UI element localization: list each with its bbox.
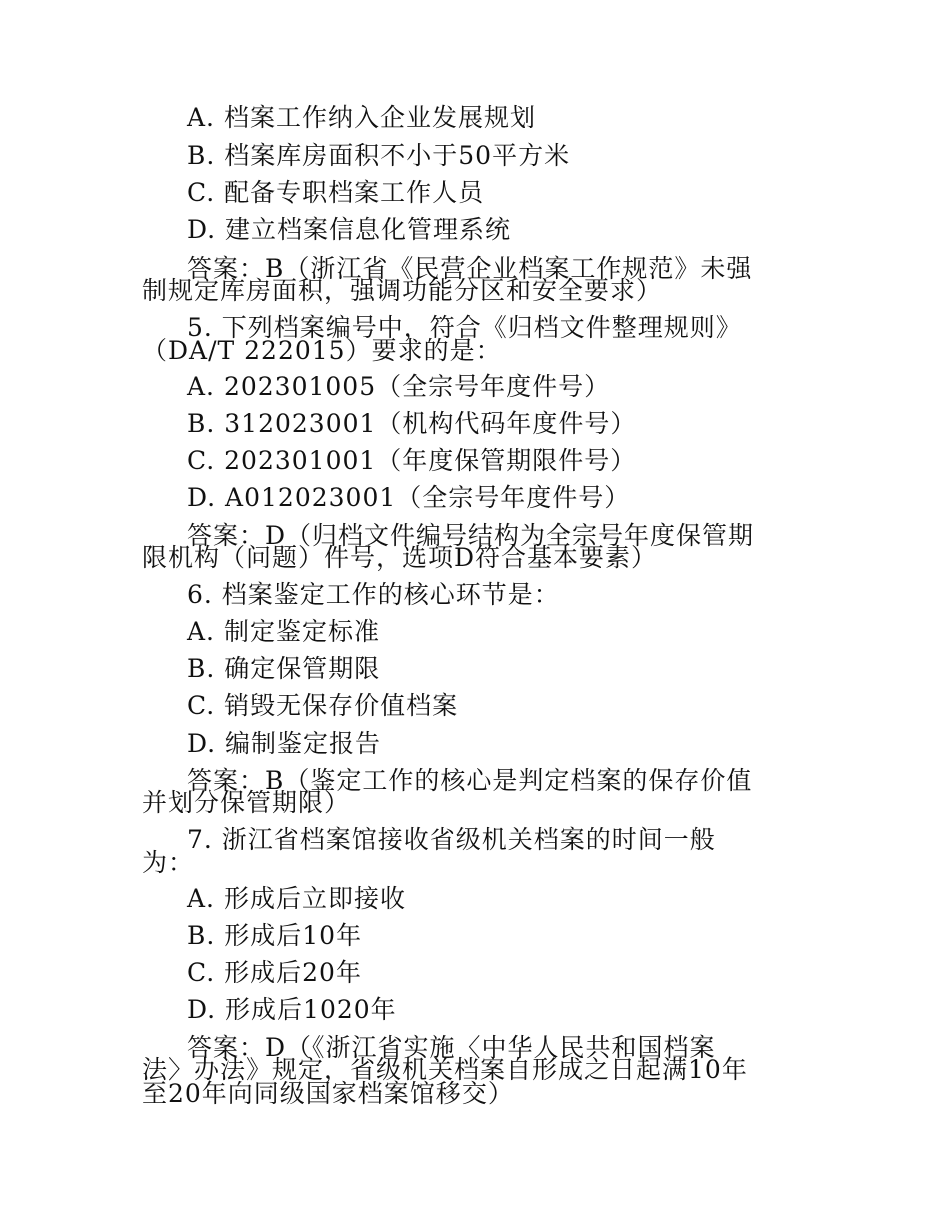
option-line: D. A012023001（全宗号年度件号） bbox=[187, 483, 631, 512]
option-line: B. 312023001（机构代码年度件号） bbox=[187, 409, 637, 438]
answer-line: 制规定库房面积，强调功能分区和安全要求） bbox=[142, 276, 663, 305]
answer-line: 法〉办法》规定，省级机关档案自形成之日起满10年 bbox=[142, 1055, 748, 1084]
option-line: C. 202301001（年度保管期限件号） bbox=[187, 446, 637, 475]
answer-line: 并划分保管期限） bbox=[142, 788, 351, 817]
answer-line: 答案：D（归档文件编号结构为全宗号年度保管期 bbox=[187, 521, 755, 550]
option-line: D. 形成后1020年 bbox=[187, 995, 397, 1024]
question-line: 5. 下列档案编号中，符合《归档文件整理规则》 bbox=[187, 313, 742, 342]
option-line: B. 形成后10年 bbox=[187, 921, 363, 950]
question-line: 为： bbox=[142, 848, 195, 877]
option-line: D. 建立档案信息化管理系统 bbox=[187, 215, 512, 244]
answer-line: 答案：B（浙江省《民营企业档案工作规范》未强 bbox=[187, 254, 753, 283]
question-line: 6. 档案鉴定工作的核心环节是： bbox=[187, 580, 560, 609]
option-line: C. 配备专职档案工作人员 bbox=[187, 178, 485, 207]
option-line: B. 档案库房面积不小于50平方米 bbox=[187, 141, 571, 170]
option-line: C. 销毁无保存价值档案 bbox=[187, 691, 459, 720]
option-line: B. 确定保管期限 bbox=[187, 654, 381, 683]
option-line: D. 编制鉴定报告 bbox=[187, 729, 382, 758]
question-line: 7. 浙江省档案馆接收省级机关档案的时间一般 bbox=[187, 825, 716, 854]
option-line: A. 制定鉴定标准 bbox=[187, 617, 380, 646]
option-line: C. 形成后20年 bbox=[187, 958, 362, 987]
option-line: A. 202301005（全宗号年度件号） bbox=[187, 372, 611, 401]
option-line: A. 档案工作纳入企业发展规划 bbox=[187, 103, 536, 132]
answer-line: 答案：D（《浙江省实施〈中华人民共和国档案 bbox=[187, 1033, 716, 1062]
question-line: （DA/T 222015）要求的是： bbox=[142, 336, 502, 365]
option-line: A. 形成后立即接收 bbox=[187, 884, 406, 913]
answer-line: 至20年向同级国家档案馆移交） bbox=[142, 1079, 514, 1108]
answer-line: 答案：B（鉴定工作的核心是判定档案的保存价值 bbox=[187, 766, 753, 795]
answer-line: 限机构（问题）件号，选项D符合基本要素） bbox=[142, 543, 658, 572]
